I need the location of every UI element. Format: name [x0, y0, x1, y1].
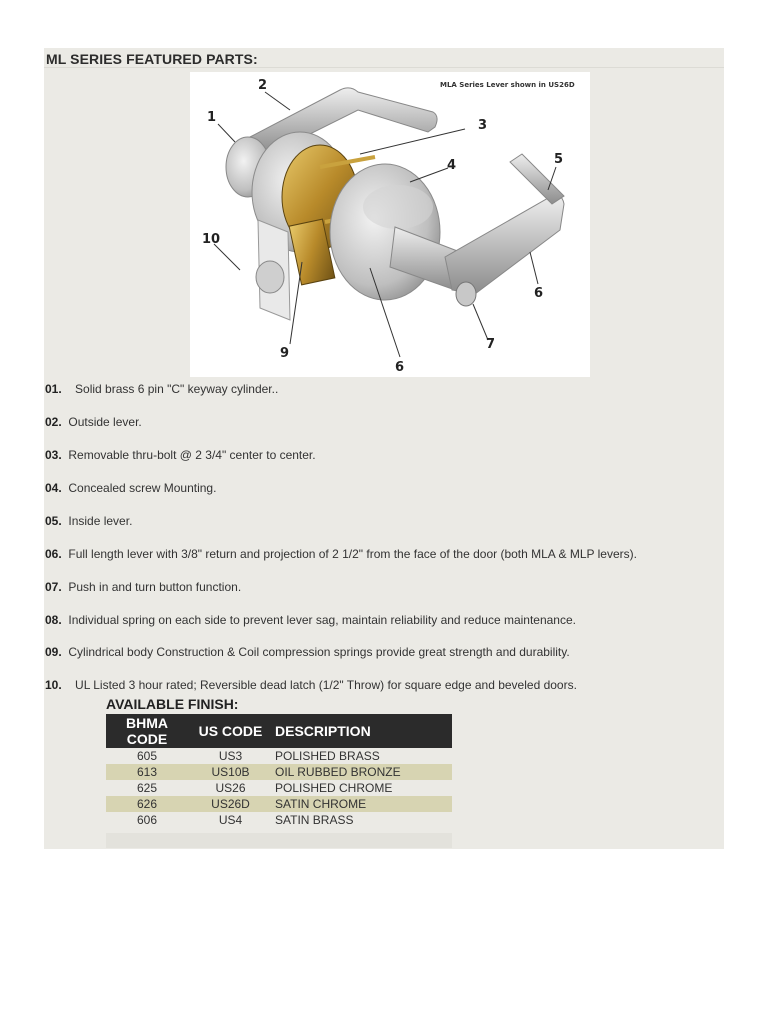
bhma-code-cell: 606 — [106, 812, 188, 828]
feature-text: UL Listed 3 hour rated; Reversible dead latch (1/2" Throw) for square edge and beveled doors. — [75, 678, 577, 692]
feature-item — [45, 547, 637, 561]
feature-text: Inside lever. — [68, 514, 133, 528]
feature-number: 09. — [45, 645, 62, 659]
description-cell: SATIN CHROME — [273, 796, 452, 812]
description-cell: OIL RUBBED BRONZE — [273, 764, 452, 780]
bhma-code-cell: 625 — [106, 780, 188, 796]
callout-3: 3 — [478, 118, 488, 133]
callout-2: 2 — [258, 78, 268, 93]
feature-text: Removable thru-bolt @ 2 3/4" center to center. — [68, 448, 316, 462]
bhma-code-cell: 605 — [106, 748, 188, 764]
table-footer-strip — [106, 833, 452, 848]
push-button — [456, 282, 476, 306]
description-cell: POLISHED CHROME — [273, 780, 452, 796]
bhma-code-cell: 613 — [106, 764, 188, 780]
description-cell: SATIN BRASS — [273, 812, 452, 828]
inside-rose — [330, 164, 440, 300]
feature-number: 04. — [45, 481, 62, 495]
feature-number: 03. — [45, 448, 62, 462]
callout-6-rose: 6 — [395, 360, 405, 375]
header-description: DESCRIPTION — [273, 714, 452, 748]
callout-7: 7 — [486, 337, 496, 352]
table-row — [106, 764, 452, 780]
feature-text: Solid brass 6 pin "C" keyway cylinder.. — [75, 382, 279, 396]
feature-text: Full length lever with 3/8" return and projection of 2 1/2" from the face of the door (both MLA & MLP levers). — [68, 547, 637, 561]
feature-item — [45, 678, 577, 692]
feature-number: 05. — [45, 514, 62, 528]
feature-number: 06. — [45, 547, 62, 561]
callout-9: 9 — [280, 346, 290, 361]
bhma-code-cell: 626 — [106, 796, 188, 812]
us-code-cell: US26D — [188, 796, 273, 812]
us-code-cell: US4 — [188, 812, 273, 828]
feature-text: Push in and turn button function. — [68, 580, 242, 594]
finish-table — [106, 714, 452, 828]
us-code-cell: US10B — [188, 764, 273, 780]
section-title: ML SERIES FEATURED PARTS: — [46, 51, 258, 67]
feature-text: Outside lever. — [68, 415, 142, 429]
callout-10: 10 — [202, 232, 221, 247]
dead-latch-bolt — [256, 261, 284, 293]
feature-number: 07. — [45, 580, 62, 594]
finish-table-header — [106, 714, 452, 748]
table-row — [106, 812, 452, 828]
feature-text: Individual spring on each side to prevent lever sag, maintain reliability and reduce maintenance. — [68, 613, 576, 627]
header-us-code: US CODE — [188, 714, 273, 748]
table-row — [106, 748, 452, 764]
lever-lock-diagram — [190, 72, 590, 377]
callout-5: 5 — [554, 152, 564, 167]
inside-rose-highlight — [363, 185, 433, 229]
table-row — [106, 796, 452, 812]
feature-number: 01. — [45, 382, 62, 396]
us-code-cell: US3 — [188, 748, 273, 764]
finish-heading: AVAILABLE FINISH: — [106, 696, 239, 712]
description-cell: POLISHED BRASS — [273, 748, 452, 764]
feature-item — [45, 481, 216, 495]
callout-4: 4 — [447, 158, 457, 173]
figure-caption: MLA Series Lever shown in US26D — [440, 81, 575, 89]
table-row — [106, 780, 452, 796]
feature-text: Concealed screw Mounting. — [68, 481, 217, 495]
feature-text: Cylindrical body Construction & Coil compression springs provide great strength and durability. — [68, 645, 570, 659]
feature-item — [45, 415, 142, 429]
feature-number: 02. — [45, 415, 62, 429]
feature-item — [45, 645, 570, 659]
title-divider — [44, 67, 724, 68]
feature-number: 08. — [45, 613, 62, 627]
feature-item — [45, 448, 316, 462]
feature-item — [45, 580, 241, 594]
us-code-cell: US26 — [188, 780, 273, 796]
feature-number: 10. — [45, 678, 62, 692]
feature-item — [45, 613, 576, 627]
feature-item — [45, 382, 278, 396]
header-bhma-code: BHMA CODE — [106, 714, 188, 748]
callout-6-inside-lever: 6 — [534, 286, 544, 301]
feature-item — [45, 514, 132, 528]
callout-1: 1 — [207, 110, 217, 125]
